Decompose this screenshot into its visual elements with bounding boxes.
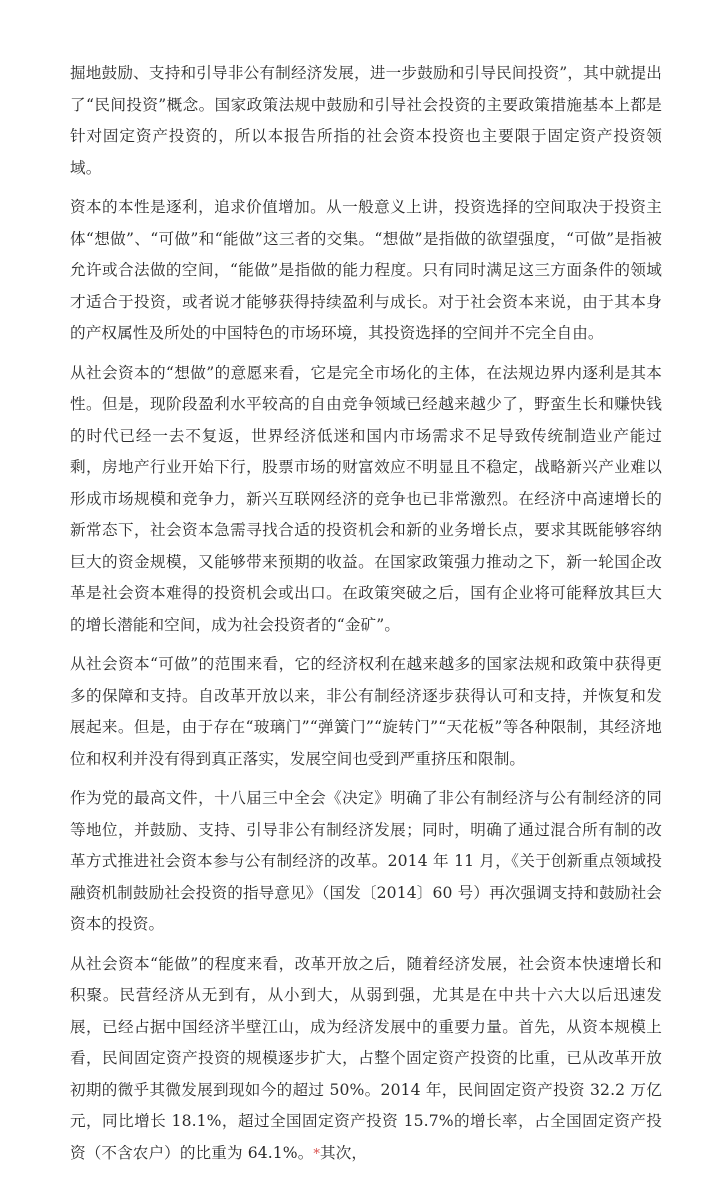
paragraph-6-text: 从社会资本“能做”的程度来看，改革开放之后，随着经济发展，社会资本快速增长和积聚。民营经济从无到有，从小到大，从弱到强，尤其是在中共十六大以后迅速发展，已经占据中国经济半壁江山，成为经济发展中的重要力量。首先，从资本规模上看，民间固定资产投资的规模逐步扩大，占整个固定资产投资的比重，已从改革开放初期的微乎其微发展到现如今的超过 50%。2014 年，民间固定资产投资 32.2 万亿元，同比增长 18.1%，超过全国固定资产投资 15.7%的增长率，占全国固定资产投资（不含农户）的比重为 64.1%。 [70,954,662,1162]
paragraph-6-tail: 其次， [320,1143,368,1162]
paragraph-2: 资本的本性是逐利，追求价值增加。从一般意义上讲，投资选择的空间取决于投资主体“想做”、“可做”和“能做”这三者的交集。“想做”是指做的欲望强度，“可做”是指被允许或合法做的空间，“能做”是指做的能力程度。只有同时满足这三方面条件的领域才适合于投资，或者说才能够获得持续盈利与成长。对于社会资本来说，由于其本身的产权属性及所处的中国特色的市场环境，其投资选择的空间并不完全自由。 [70,198,662,342]
annotation-marker: * [313,1146,321,1162]
document-body [70,58,662,1178]
paragraph-4: 从社会资本“可做”的范围来看，它的经济权利在越来越多的国家法规和政策中获得更多的保障和支持。自改革开放以来，非公有制经济逐步获得认可和支持，并恢复和发展起来。但是，由于存在“玻璃门”“弹簧门”“旋转门”“天花板”等各种限制，其经济地位和权利并没有得到真正落实，发展空间也受到严重挤压和限制。 [70,655,662,768]
paragraph-6 [70,949,662,1171]
paragraph-1: 掘地鼓励、支持和引导非公有制经济发展，进一步鼓励和引导民间投资”，其中就提出了“民间投资”概念。国家政策法规中鼓励和引导社会投资的主要政策措施基本上都是针对固定资产投资的，所以本报告所指的社会资本投资也主要限于固定资产投资领域。 [70,64,662,177]
paragraph-5: 作为党的最高文件，十八届三中全会《决定》明确了非公有制经济与公有制经济的同等地位，并鼓励、支持、引导非公有制经济发展；同时，明确了通过混合所有制的改革方式推进社会资本参与公有制经济的改革。2014 年 11 月，《关于创新重点领域投融资机制鼓励社会投资的指导意见》（国发〔2014〕60 号）再次强调支持和鼓励社会资本的投资。 [70,789,662,933]
paragraph-3: 从社会资本的“想做”的意愿来看，它是完全市场化的主体，在法规边界内逐利是其本性。但是，现阶段盈利水平较高的自由竞争领域已经越来越少了，野蛮生长和赚快钱的时代已经一去不复返，世界经济低迷和国内市场需求不足导致传统制造业产能过剩，房地产行业开始下行，股票市场的财富效应不明显且不稳定，战略新兴产业难以形成市场规模和竞争力，新兴互联网经济的竞争也已非常激烈。在经济中高速增长的新常态下，社会资本急需寻找合适的投资机会和新的业务增长点，要求其既能够容纳巨大的资金规模，又能够带来预期的收益。在国家政策强力推动之下，新一轮国企改革是社会资本难得的投资机会或出口。在政策突破之后，国有企业将可能释放其巨大的增长潜能和空间，成为社会投资者的“金矿”。 [70,363,662,634]
